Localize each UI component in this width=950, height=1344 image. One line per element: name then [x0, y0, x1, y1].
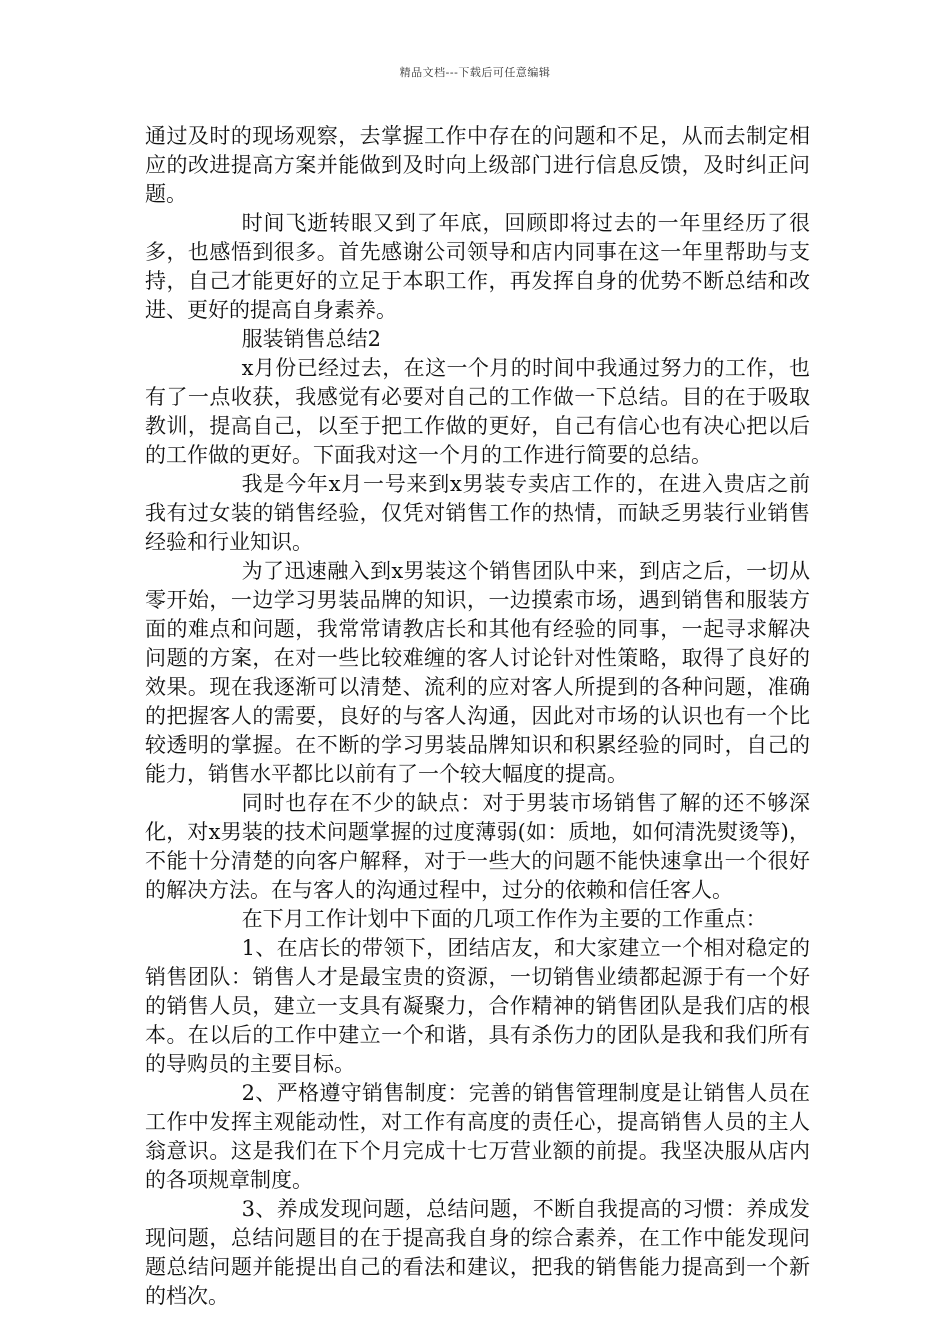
document-body: [145, 122, 810, 1311]
paragraph-plan-intro: 在下月工作计划中下面的几项工作作为主要的工作重点：: [241, 907, 767, 931]
page-header: 精品文档---下载后可任意编辑: [399, 66, 551, 79]
paragraph-month-summary: x月份已经过去，在这一个月的时间中我通过努力的工作，也有了一点收获，我感觉有必要对自己的工作做一下总结。目的在于吸取教训，提高自己，以至于把工作做的更好，自己有信心也有决心把以后的工作做的更好。下面我对这一个月的工作进行简要的总结。: [145, 356, 810, 467]
section-heading: 服装销售总结2: [241, 327, 381, 351]
paragraph-plan-item-2: 2、严格遵守销售制度：完善的销售管理制度是让销售人员在工作中发挥主观能动性，对工作有高度的责任心，提高销售人员的主人翁意识。这是我们在下个月完成十七万营业额的前提。我坚决服从店内的各项规章制度。: [145, 1081, 810, 1192]
paragraph-plan-item-1: 1、在店长的带领下，团结店友，和大家建立一个相对稳定的销售团队：销售人才是最宝贵的资源，一切销售业绩都起源于有一个好的销售人员，建立一支具有凝聚力，合作精神的销售团队是我们店的根本。在以后的工作中建立一个和谐，具有杀伤力的团队是我和我们所有的导购员的主要目标。: [145, 936, 810, 1076]
paragraph-plan-item-3: 3、养成发现问题，总结问题，不断自我提高的习惯：养成发现问题，总结问题目的在于提高我自身的综合素养，在工作中能发现问题总结问题并能提出自己的看法和建议，把我的销售能力提高到一个新的档次。: [145, 1197, 810, 1308]
paragraph-shortcomings: 同时也存在不少的缺点：对于男装市场销售了解的还不够深化，对x男装的技术问题掌握的过度薄弱(如：质地，如何清洗熨烫等)，不能十分清楚的向客户解释，对于一些大的问题不能快速拿出一个很好的解决方法。在与客人的沟通过程中，过分的依赖和信任客人。: [145, 791, 810, 902]
paragraph-learning: 为了迅速融入到x男装这个销售团队中来，到店之后，一切从零开始，一边学习男装品牌的知识，一边摸索市场，遇到销售和服装方面的难点和问题，我常常请教店长和其他有经验的同事，一起寻求解决问题的方案，在对一些比较难缠的客人讨论针对性策略，取得了良好的效果。现在我逐渐可以清楚、流利的应对客人所提到的各种问题，准确的把握客人的需要，良好的与客人沟通，因此对市场的认识也有一个比较透明的掌握。在不断的学习男装品牌知识和积累经验的同时，自己的能力，销售水平都比以前有了一个较大幅度的提高。: [145, 559, 810, 786]
paragraph-continuation: 通过及时的现场观察，去掌握工作中存在的问题和不足，从而去制定相应的改进提高方案并能做到及时向上级部门进行信息反馈，及时纠正问题。: [145, 124, 810, 206]
paragraph-year-review: 时间飞逝转眼又到了年底，回顾即将过去的一年里经历了很多，也感悟到很多。首先感谢公司领导和店内同事在这一年里帮助与支持，自己才能更好的立足于本职工作，再发挥自身的优势不断总结和改进、更好的提高自身素养。: [145, 211, 810, 322]
paragraph-background: 我是今年x月一号来到x男装专卖店工作的，在进入贵店之前我有过女装的销售经验，仅凭对销售工作的热情，而缺乏男装行业销售经验和行业知识。: [145, 472, 810, 554]
